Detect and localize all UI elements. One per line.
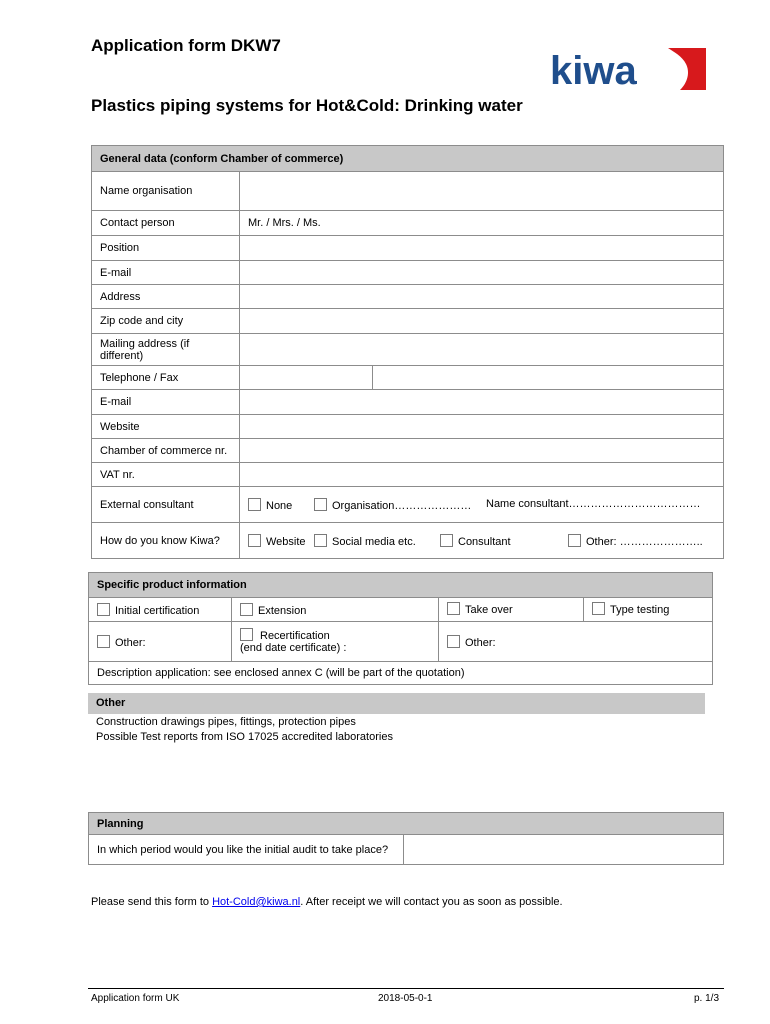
field-mailing-address[interactable] bbox=[240, 334, 724, 366]
email-link[interactable]: Hot-Cold@kiwa.nl bbox=[212, 896, 301, 908]
checkbox-icon[interactable] bbox=[314, 534, 327, 547]
label-name-organisation: Name organisation bbox=[92, 172, 240, 211]
checkbox-icon[interactable] bbox=[97, 603, 110, 616]
option-organisation-label: Organisation………………… bbox=[332, 500, 472, 512]
extension-label: Extension bbox=[258, 604, 307, 617]
label-position: Position bbox=[92, 236, 240, 261]
option-social-media[interactable] bbox=[314, 534, 416, 548]
label-zip-city: Zip code and city bbox=[92, 309, 240, 334]
checkbox-icon[interactable] bbox=[97, 635, 110, 648]
option-other-label: Other: ………………….. bbox=[586, 536, 703, 548]
field-position[interactable] bbox=[240, 236, 724, 261]
label-telephone-fax: Telephone / Fax bbox=[92, 366, 240, 390]
option-consultant-label: Consultant bbox=[458, 536, 511, 548]
field-email[interactable] bbox=[240, 261, 724, 285]
checkbox-icon[interactable] bbox=[240, 603, 253, 616]
other-line-2: Possible Test reports from ISO 17025 accredited laboratories bbox=[96, 731, 393, 743]
checkbox-icon[interactable] bbox=[314, 498, 327, 511]
field-fax[interactable] bbox=[373, 366, 724, 390]
label-external-consultant: External consultant bbox=[92, 487, 240, 523]
send-instruction bbox=[91, 896, 563, 908]
recertification-label: Recertification bbox=[260, 629, 330, 642]
footer-page-number: p. 1/3 bbox=[694, 993, 720, 1004]
send-text-before: Please send this form to bbox=[91, 896, 213, 908]
take-over-label: Take over bbox=[465, 604, 513, 616]
option-organisation[interactable] bbox=[314, 498, 471, 512]
other-1-label: Other: bbox=[115, 636, 146, 649]
option-none[interactable] bbox=[248, 498, 292, 512]
checkbox-icon[interactable] bbox=[440, 534, 453, 547]
product-info-table bbox=[88, 572, 713, 685]
label-chamber-nr: Chamber of commerce nr. bbox=[92, 439, 240, 463]
option-social-media-label: Social media etc. bbox=[332, 536, 416, 548]
option-take-over[interactable] bbox=[439, 598, 584, 622]
footer-left: Application form UK bbox=[91, 993, 180, 1004]
other-2-label: Other: bbox=[465, 636, 496, 649]
field-vat-nr[interactable] bbox=[240, 463, 724, 487]
form-subtitle: Plastics piping systems for Hot&Cold: Drinking water bbox=[91, 96, 523, 115]
field-address[interactable] bbox=[240, 285, 724, 309]
planning-heading: Planning bbox=[89, 813, 724, 835]
option-initial-certification[interactable] bbox=[89, 598, 232, 622]
option-website[interactable] bbox=[248, 534, 306, 548]
planning-table bbox=[88, 812, 724, 865]
general-heading: General data (conform Chamber of commerce) bbox=[92, 146, 724, 172]
option-none-label: None bbox=[266, 500, 293, 512]
field-email-2[interactable] bbox=[240, 390, 724, 415]
kiwa-logo bbox=[548, 44, 708, 94]
footer-divider bbox=[88, 988, 724, 989]
checkbox-icon[interactable] bbox=[248, 498, 261, 511]
checkbox-icon[interactable] bbox=[248, 534, 261, 547]
description-application: Description application: see enclosed annex C (will be part of the quotation) bbox=[89, 662, 713, 685]
option-extension[interactable] bbox=[232, 598, 439, 622]
option-other-2[interactable] bbox=[439, 622, 713, 662]
checkbox-icon[interactable] bbox=[447, 602, 460, 615]
checkbox-icon[interactable] bbox=[568, 534, 581, 547]
planning-question: In which period would you like the initial audit to take place? bbox=[89, 835, 404, 865]
other-line-1: Construction drawings pipes, fittings, protection pipes bbox=[96, 716, 356, 728]
initial-certification-label: Initial certification bbox=[115, 604, 200, 617]
option-website-label: Website bbox=[266, 536, 306, 548]
option-other[interactable] bbox=[568, 534, 703, 548]
product-heading: Specific product information bbox=[89, 573, 713, 598]
label-address: Address bbox=[92, 285, 240, 309]
option-name-consultant: Name consultant……………………………… bbox=[486, 498, 701, 510]
label-mailing-address: Mailing address (if different) bbox=[92, 334, 240, 366]
checkbox-icon[interactable] bbox=[447, 635, 460, 648]
field-zip-city[interactable] bbox=[240, 309, 724, 334]
option-consultant[interactable] bbox=[440, 534, 511, 548]
field-telephone[interactable] bbox=[240, 366, 373, 390]
label-contact-person: Contact person bbox=[92, 211, 240, 236]
label-email-2: E-mail bbox=[92, 390, 240, 415]
label-how-know-kiwa: How do you know Kiwa? bbox=[92, 523, 240, 559]
label-email: E-mail bbox=[92, 261, 240, 285]
label-website: Website bbox=[92, 415, 240, 439]
checkbox-icon[interactable] bbox=[592, 602, 605, 615]
footer-date: 2018-05-0-1 bbox=[378, 993, 433, 1004]
option-recertification[interactable] bbox=[232, 622, 439, 662]
field-contact-person[interactable]: Mr. / Mrs. / Ms. bbox=[240, 211, 724, 236]
external-consultant-options bbox=[240, 487, 724, 523]
option-other-1[interactable] bbox=[89, 622, 232, 662]
type-testing-label: Type testing bbox=[610, 604, 670, 616]
recertification-end-date-label: (end date certificate) : bbox=[240, 641, 347, 654]
label-vat-nr: VAT nr. bbox=[92, 463, 240, 487]
logo-text: kiwa bbox=[550, 49, 637, 93]
general-data-table bbox=[91, 145, 724, 559]
field-chamber-nr[interactable] bbox=[240, 439, 724, 463]
form-title: Application form DKW7 bbox=[91, 36, 281, 55]
field-name-organisation[interactable] bbox=[240, 172, 724, 211]
option-type-testing[interactable] bbox=[584, 598, 713, 622]
checkbox-icon[interactable] bbox=[240, 628, 253, 641]
field-website[interactable] bbox=[240, 415, 724, 439]
how-know-options bbox=[240, 523, 724, 559]
field-planning-period[interactable] bbox=[404, 835, 724, 865]
send-text-after: . After receipt we will contact you as soon as possible. bbox=[300, 896, 563, 908]
other-heading: Other bbox=[88, 693, 705, 714]
